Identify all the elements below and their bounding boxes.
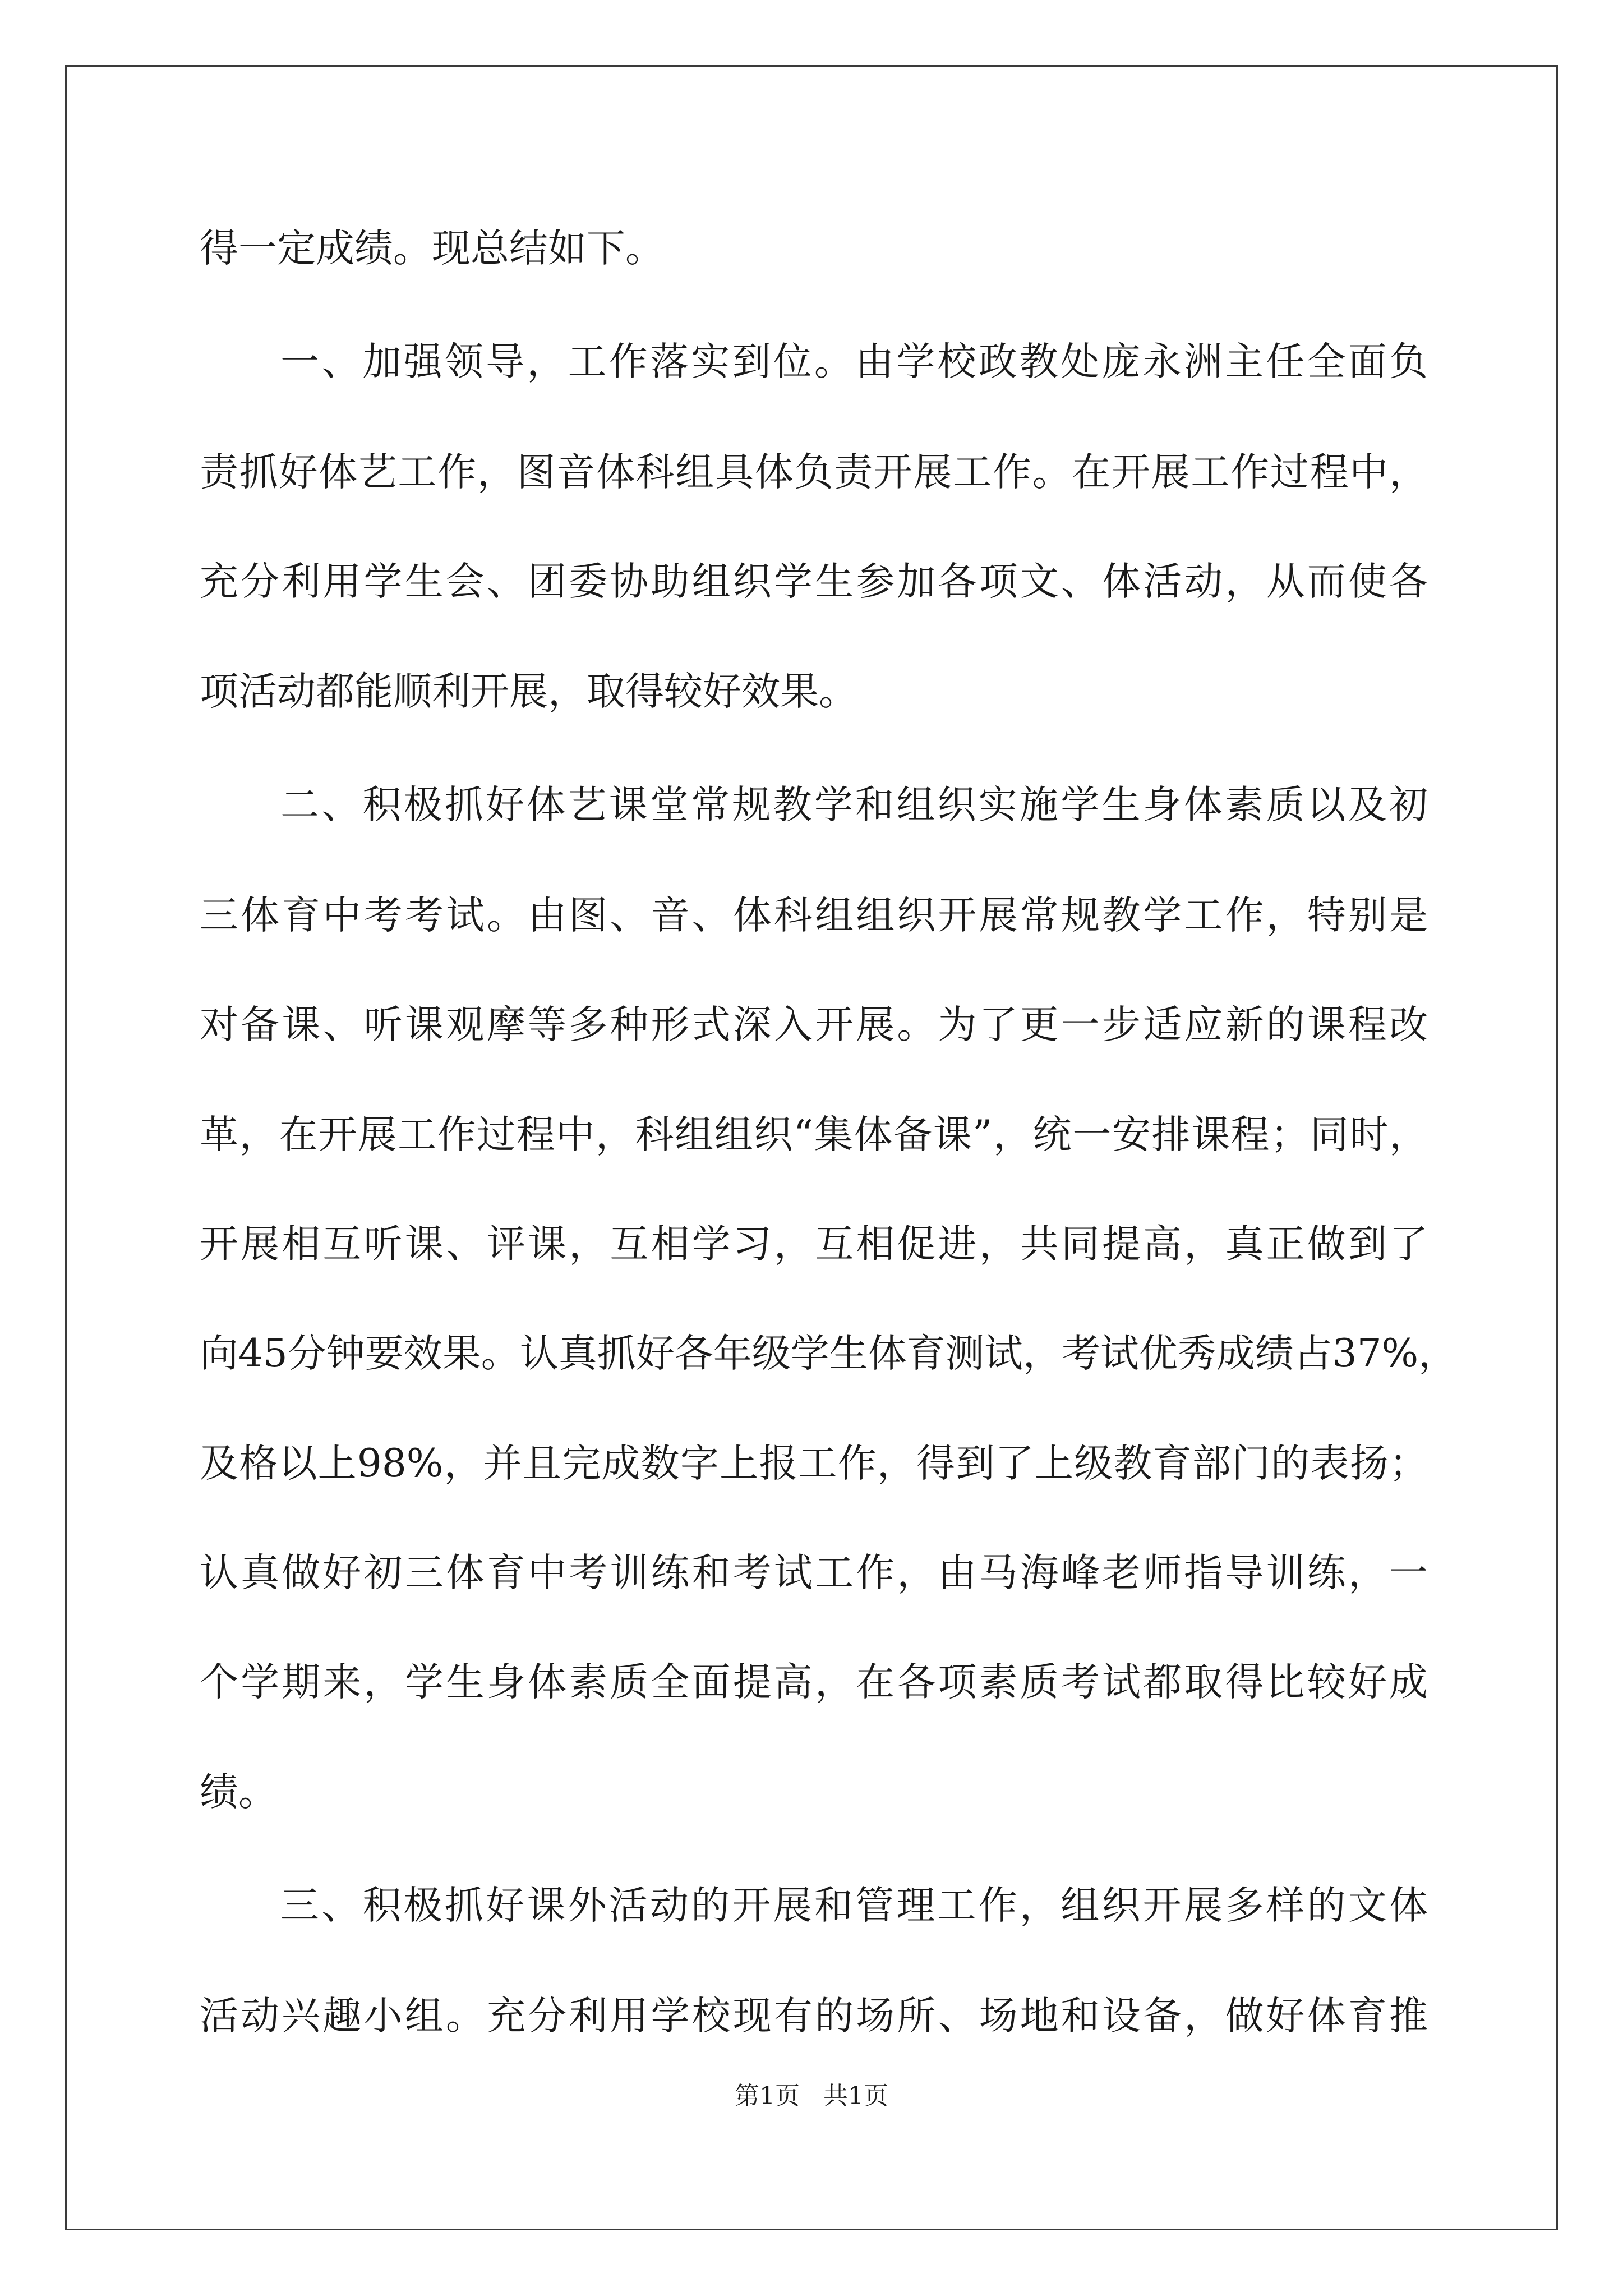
text-line: 个学期来，学生身体素质全面提高，在各项素质考试都取得比较好成 (200, 1660, 1428, 1705)
text-line: 责抓好体艺工作，图音体科组具体负责开展工作。在开展工作过程中， (200, 450, 1428, 495)
text-line: 项活动都能顺利开展，取得较好效果。 (200, 669, 857, 714)
text-line: 革，在开展工作过程中，科组组织“集体备课”，统一安排课程；同时， (200, 1112, 1428, 1157)
text-line: 充分利用学生会、团委协助组织学生参加各项文、体活动，从而使各 (200, 559, 1428, 604)
page-number-footer: 第1页 共1页 (735, 2082, 888, 2110)
paragraph-3-line: 三、积极抓好课外活动的开展和管理工作，组织开展多样的文体 (280, 1883, 1428, 1928)
paragraph-2-line: 二、积极抓好体艺课堂常规教学和组织实施学生身体素质以及初 (280, 783, 1428, 827)
text-line: 及格以上98%，并且完成数字上报工作，得到了上级教育部门的表扬； (200, 1441, 1428, 1486)
text-line: 三体育中考考试。由图、音、体科组组织开展常规教学工作，特别是 (200, 893, 1428, 938)
text-line: 向45分钟要效果。认真抓好各年级学生体育测试，考试优秀成绩占37%， (200, 1331, 1458, 1376)
text-line: 得一定成绩。现总结如下。 (200, 226, 664, 271)
text-line: 活动兴趣小组。充分利用学校现有的场所、场地和设备，做好体育推 (200, 1994, 1428, 2039)
text-line: 开展相互听课、评课，互相学习，互相促进，共同提高，真正做到了 (200, 1222, 1428, 1267)
text-line: 认真做好初三体育中考训练和考试工作，由马海峰老师指导训练，一 (200, 1550, 1428, 1595)
text-line: 绩。 (200, 1770, 277, 1815)
text-line: 对备课、听课观摩等多种形式深入开展。为了更一步适应新的课程改 (200, 1002, 1428, 1047)
paragraph-1-line: 一、加强领导，工作落实到位。由学校政教处庞永洲主任全面负 (280, 339, 1428, 384)
